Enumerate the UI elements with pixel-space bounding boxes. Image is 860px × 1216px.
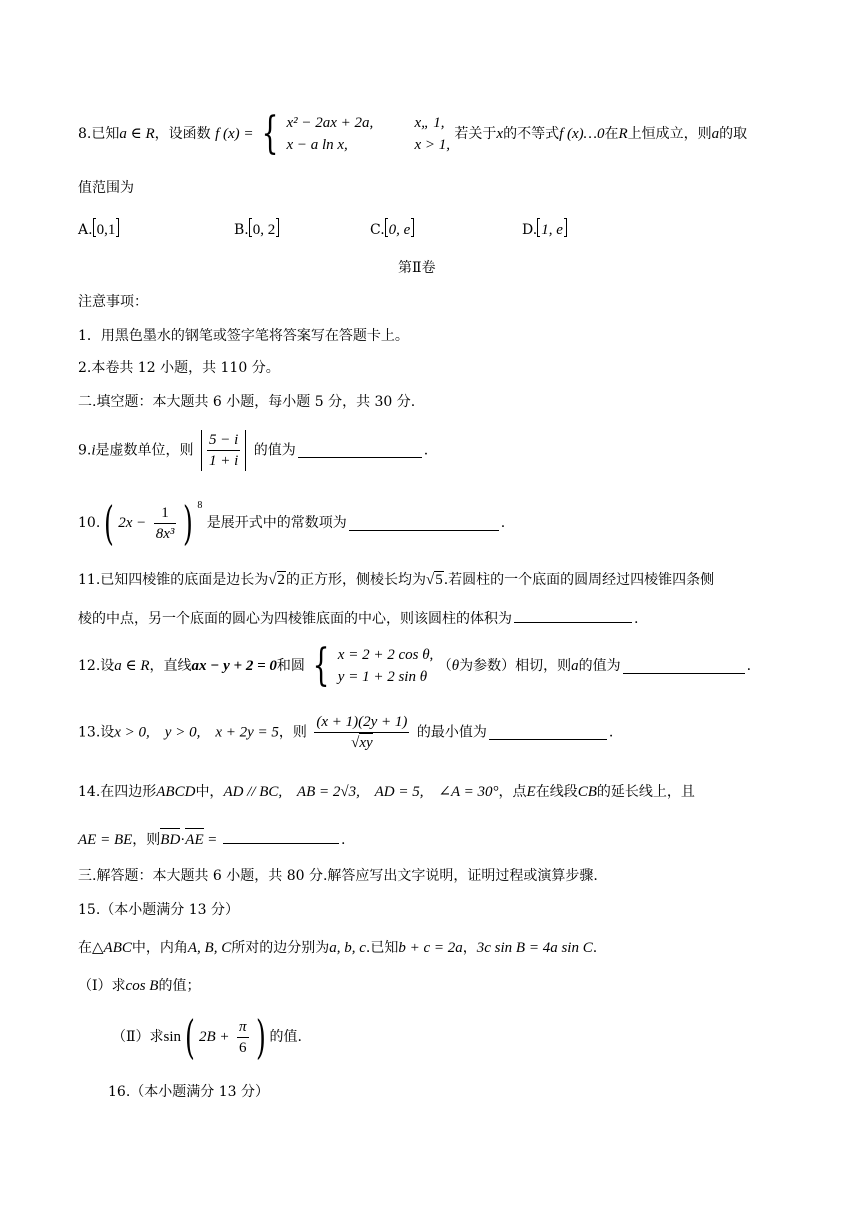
q12-var-a: a (571, 658, 579, 674)
q8-text: 在 (604, 126, 619, 142)
q12-number: 12.设 (78, 658, 115, 674)
q8-line2 (78, 178, 134, 198)
left-bracket (93, 218, 96, 237)
q8-text: 的不等式 (503, 126, 560, 142)
part-2-heading: 二.填空题：本大题共 6 小题，每小题 5 分，共 30 分. (78, 394, 416, 410)
q15-left-paren: ( (185, 1010, 195, 1064)
q8-option-d[interactable] (522, 218, 567, 240)
q11-end: . (634, 611, 639, 627)
q9-absolute-value (201, 430, 246, 471)
q8-piecewise (286, 112, 450, 156)
q9-var-i: i (91, 442, 96, 459)
q14-point-e: E (526, 784, 536, 800)
q11-answer-blank[interactable] (514, 608, 632, 623)
q14-line2 (78, 828, 345, 850)
q14-equals: = (208, 832, 217, 848)
q12-line-equation: ax − y + 2 = 0 (191, 658, 277, 674)
q12-answer-blank[interactable] (623, 659, 745, 674)
q15-stem (78, 938, 597, 958)
q15-part-2 (112, 1010, 302, 1064)
q11-line2 (78, 608, 638, 629)
q8-case2-expr: x − a ln x, (286, 137, 348, 153)
q13-answer-blank[interactable] (489, 725, 607, 740)
q8-option-b[interactable] (234, 218, 279, 240)
q15-sides: a, b, c (329, 940, 366, 956)
q14-dot: · (180, 832, 186, 848)
part-3-heading: 三.解答题：本大题共 6 小题，共 80 分.解答应写出文字说明，证明过程或演算步骤. (78, 868, 598, 884)
q15-numerator: π (237, 1017, 249, 1038)
q12-end: . (746, 658, 752, 674)
right-bracket (411, 218, 414, 237)
option-value: 0, 2 (252, 222, 276, 238)
q11-text: .若圆柱的一个底面的圆周经过四棱锥四条侧 (443, 572, 715, 588)
q15-sub1-end: 的值； (158, 978, 201, 994)
q13-number: 13.设 (78, 724, 115, 741)
q14-text: 在线段 (535, 784, 578, 800)
q11-text: 11.已知四棱锥的底面是边长为 (78, 572, 269, 588)
q12-text: 和圆 (276, 658, 305, 674)
option-value: 0,1 (96, 222, 116, 238)
q16-header: 16.（本小题满分 13 分） (108, 1084, 269, 1100)
q8-option-a[interactable] (78, 218, 119, 240)
q8-var-a: a (711, 126, 720, 142)
q10-right-paren: ) (183, 496, 194, 550)
q14-end: . (340, 832, 346, 848)
right-bracket (276, 218, 279, 237)
q8-case2-cond: x > 1, (414, 137, 450, 153)
q15-denominator: 6 (238, 1039, 247, 1056)
q10-answer-blank[interactable] (349, 516, 499, 531)
q12-brace: { (312, 640, 330, 691)
q8-prefix: 8.已知 (78, 126, 120, 142)
q9-numerator: 5 − i (207, 430, 240, 451)
q15-equation-2: 3c sin B = 4a sin C (476, 940, 593, 956)
q14-text: ，点 (498, 784, 527, 800)
q14-conditions: AD // BC, AB = 2√3, AD = 5, ∠A = 30° (223, 784, 499, 800)
q9-denominator: 1 + i (208, 453, 239, 469)
left-bracket (537, 218, 540, 237)
q13-end: . (608, 724, 614, 741)
q12-text: 为参数）相切，则 (459, 658, 572, 674)
q15-sub2-label: （Ⅱ）求 (112, 1029, 164, 1045)
q14-condition: AE = BE (78, 832, 133, 848)
q15-text: 中，内角 (131, 940, 188, 956)
q11-sqrt2: √2 (268, 572, 285, 588)
q15-end: . (592, 940, 598, 956)
q13-denominator: √xy (351, 735, 373, 751)
q11-text: 的正方形，侧棱长均为 (286, 572, 426, 588)
q14-segment-cb: CB (577, 784, 597, 800)
q14-number: 14.在四边形 (78, 784, 157, 800)
radicand: 5 (435, 572, 443, 588)
option-label: D. (522, 222, 538, 238)
q10-number: 10. (78, 515, 101, 531)
q13-text: 的最小值为 (416, 724, 487, 741)
q8-text: 上恒成立，则 (627, 126, 712, 142)
q9-fraction (207, 430, 240, 471)
notice-2: 2.本卷共 12 小题，共 110 分。 (78, 360, 280, 376)
q15-right-paren: ) (255, 1010, 266, 1064)
q15-equation-1: b + c = 2a (398, 940, 463, 956)
q14-answer-blank[interactable] (223, 829, 339, 844)
q10-text: 是展开式中的常数项为 (206, 515, 347, 531)
q13-text: ，则 (278, 724, 307, 741)
q12-eq-x: x = 2 + 2 cos θ, (337, 647, 434, 663)
option-value: 1, e (541, 222, 563, 238)
option-label: B. (234, 222, 249, 238)
q11-line1 (78, 570, 714, 590)
q9-text: 是虚数单位，则 (95, 442, 194, 459)
option-label: A. (78, 222, 93, 238)
q15-sub2-expr: 2B + (198, 1029, 230, 1045)
q15-text: 在 (78, 940, 92, 956)
q13 (78, 712, 613, 760)
q14-vector-ae: AE (185, 828, 203, 850)
q10-fraction (154, 503, 177, 544)
q8-range-text: 值范围为 (78, 180, 134, 196)
q15-fraction (237, 1017, 249, 1058)
q12-theta: θ (451, 658, 460, 674)
q12-text: ，直线 (149, 658, 192, 674)
q10 (78, 496, 506, 550)
section-title: 第Ⅱ卷 (398, 260, 436, 276)
radicand: 2 (277, 572, 285, 588)
right-bracket (116, 218, 119, 237)
q13-fraction (314, 712, 409, 753)
notice-1: 1．用黑色墨水的钢笔或签字笔将答案写在答题卡上。 (78, 328, 409, 344)
q8-line1 (78, 108, 748, 159)
q10-end: . (500, 515, 506, 531)
q12-text: （ (437, 658, 452, 674)
q9-text: 的值为 (253, 442, 296, 459)
q14-text: ，则 (132, 832, 161, 848)
q11-sqrt5: √5 (426, 572, 443, 588)
q8-case1-expr: x² − 2ax + 2a, (286, 115, 374, 131)
q15-text: .已知 (365, 940, 399, 956)
q8-case1-cond: x„ 1, (414, 115, 445, 131)
q9 (78, 430, 428, 474)
q13-radicand: xy (359, 735, 373, 751)
q8-text: 的取 (719, 126, 748, 142)
q8-set-r: R (618, 126, 628, 142)
left-bracket (249, 218, 252, 237)
q10-denominator: 8x³ (155, 525, 175, 542)
q13-conditions: x > 0, y > 0, x + 2y = 5 (114, 724, 279, 741)
left-bracket (385, 218, 388, 237)
q8-text: 若关于 (454, 126, 497, 142)
q14-quadrilateral: ABCD (156, 784, 196, 800)
q10-left-paren: ( (104, 496, 115, 550)
q12 (78, 640, 752, 694)
q15-sub2-end: 的值. (269, 1029, 302, 1045)
q12-parametric (338, 644, 434, 688)
q8-var-x: x (496, 126, 504, 142)
q15-angles: A, B, C (187, 940, 232, 956)
q8-function-name: f (x) = (215, 126, 254, 142)
q12-a-in-r: a ∈ R (114, 658, 150, 674)
right-bracket (564, 218, 567, 237)
q14-vector-bd: BD (160, 828, 180, 850)
q12-text: 的值为 (578, 658, 621, 674)
notice-title: 注意事项： (78, 294, 148, 310)
q15-text: ， (462, 940, 477, 956)
q9-answer-blank[interactable] (298, 443, 422, 458)
q11-text: 棱的中点，另一个底面的圆心为四棱锥底面的中心，则该圆柱的体积为 (78, 611, 512, 627)
q14-line1 (78, 782, 695, 802)
q15-triangle: △ABC (92, 940, 132, 956)
q10-expr: 2x − (118, 515, 147, 531)
q15-text: 所对的边分别为 (231, 940, 330, 956)
q15-sub2-fn: sin (163, 1029, 182, 1045)
q10-numerator: 1 (154, 503, 177, 524)
q9-end: . (423, 442, 429, 459)
q15-sub1-expr: cos B (125, 978, 159, 994)
q15-sub1-label: （Ⅰ）求 (78, 978, 126, 994)
q8-inequality: f (x)…0 (559, 126, 605, 142)
q13-numerator: (x + 1)(2y + 1) (314, 712, 409, 733)
q14-text: 的延长线上，且 (596, 784, 695, 800)
q15-header: 15.（本小题满分 13 分） (78, 902, 239, 918)
q15-part-1 (78, 976, 200, 996)
q9-number: 9. (78, 442, 92, 459)
q14-text: 中， (195, 784, 224, 800)
q8-a-in-r: a ∈ R (119, 126, 155, 142)
option-label: C. (370, 222, 385, 238)
q12-eq-y: y = 1 + 2 sin θ (337, 669, 428, 685)
q8-mid-text: ，设函数 (154, 126, 211, 142)
option-value: 0, e (388, 222, 411, 238)
q8-brace: { (261, 108, 279, 159)
q10-exponent: 8 (197, 500, 203, 511)
q8-option-c[interactable] (370, 218, 414, 240)
